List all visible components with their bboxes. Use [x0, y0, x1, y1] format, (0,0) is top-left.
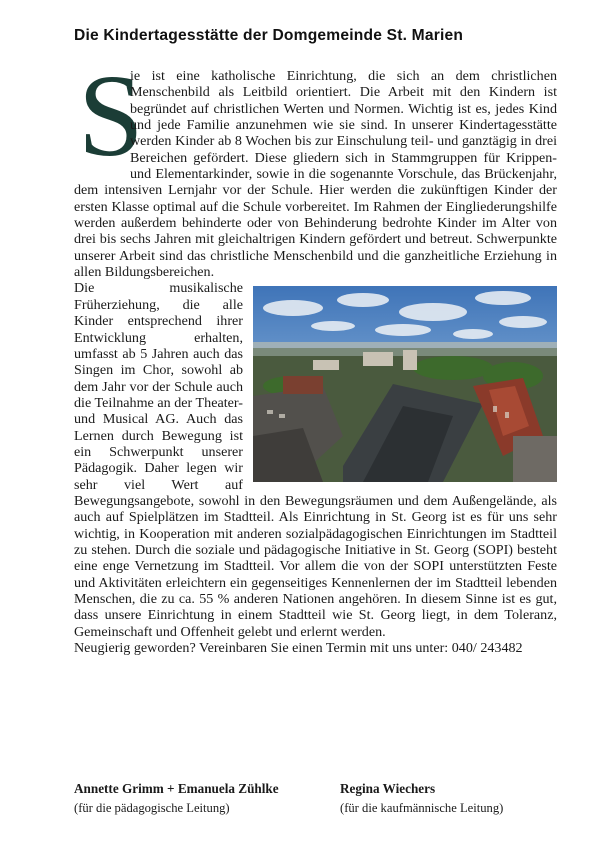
paragraph-contact: Neugierig geworden? Vereinbaren Sie einen Termin mit uns unter: 040/ 243482 [74, 640, 523, 657]
signature-name: Annette Grimm + Emanuela Zühlke [74, 781, 279, 796]
article-body [74, 50, 557, 657]
drop-cap-letter: S [78, 50, 144, 181]
page-title: Die Kindertagesstätte der Domgemeinde St. Marien [74, 27, 464, 44]
city-aerial-photo [253, 286, 557, 482]
signature-role: (für die pädagogische Leitung) [74, 801, 230, 815]
signature-name: Regina Wiechers [340, 781, 436, 796]
signature-role: (für die kaufmännische Leitung) [340, 801, 504, 815]
paragraph-intro: ie ist eine katholische Einrichtung, die sich an dem christlichen Menschenbild als Leitbild orientiert. Die Arbeit mit den Kindern ist begründet auf christlichen Werten und Normen. Wichtig ist es, jedes Kind und jede Familie anzunehmen wie sie sind. In unserer Kindertagesstätte werden Kinder ab 8 Wochen bis zur Einschulung teil- und ganztägig in drei Bereichen gefördert. Diese gliedern sich in Stammgruppen für Krippen- und Elementarkinder, sowie in die sogenannte Vorschule, das Brückenjahr, dem intensiven Lernjahr vor der Schule. Hier werden die zukünftigen Kinder der ersten Klasse optimal auf die Schule vorbereitet. Im Rahmen der Eingliederungshilfe werden außerdem behinderte oder von Behinderung bedrohte Kinder im Alter von drei bis sechs Jahren mit gleichaltrigen Kindern gefördert und betreut. Schwerpunkte unserer Arbeit sind das christliche Menschenbild und die ganzheitliche Erziehung in allen Bildungsbereichen. [74, 68, 557, 281]
signature-kaufmaennische-leitung [340, 781, 503, 816]
signature-paedagogische-leitung [74, 781, 279, 816]
paragraph-music-movement: Die musikalische Früherziehung, die alle Kinder entsprechend ihrer Entwicklung erhalten, umfasst ab 5 Jahren auch das Singen im Chor, sowohl ab dem Jahr vor der Schule auch die Teilnahme an der Theater- und Musical AG. Auch das Lernen durch Bewegung ist ein Schwerpunkt unserer Pädagogik. Daher legen wir sehr viel Wert auf Bewegungsangebote, sowohl in den Bewegungsräumen und dem Außengelände, als auch auf Spielplätzen im Stadtteil. Als Einrichtung in St. Georg ist es für uns sehr wichtig, in Kooperation mit anderen sozialpädagogischen Einrichtungen im Stadtteil zu stehen. Durch die soziale und pädagogische Initiative in St. Georg (SOPI) besteht eine enge Vernetzung im Stadtteil. Vor allem die von der SOPI unterstützten Feste und Aktivitäten erleichtern ein gegenseitiges Kennenlernen der im Stadtteil lebenden Menschen, die zu ca. 55 % anderen Nationen angehören. In diesem Sinne ist es gut, dass unsere Einrichtung in einem Stadtteil wie St. Georg liegt, in dem Toleranz, Gemeinschaft und Offenheit gelebt und erlernt werden. [74, 280, 557, 640]
